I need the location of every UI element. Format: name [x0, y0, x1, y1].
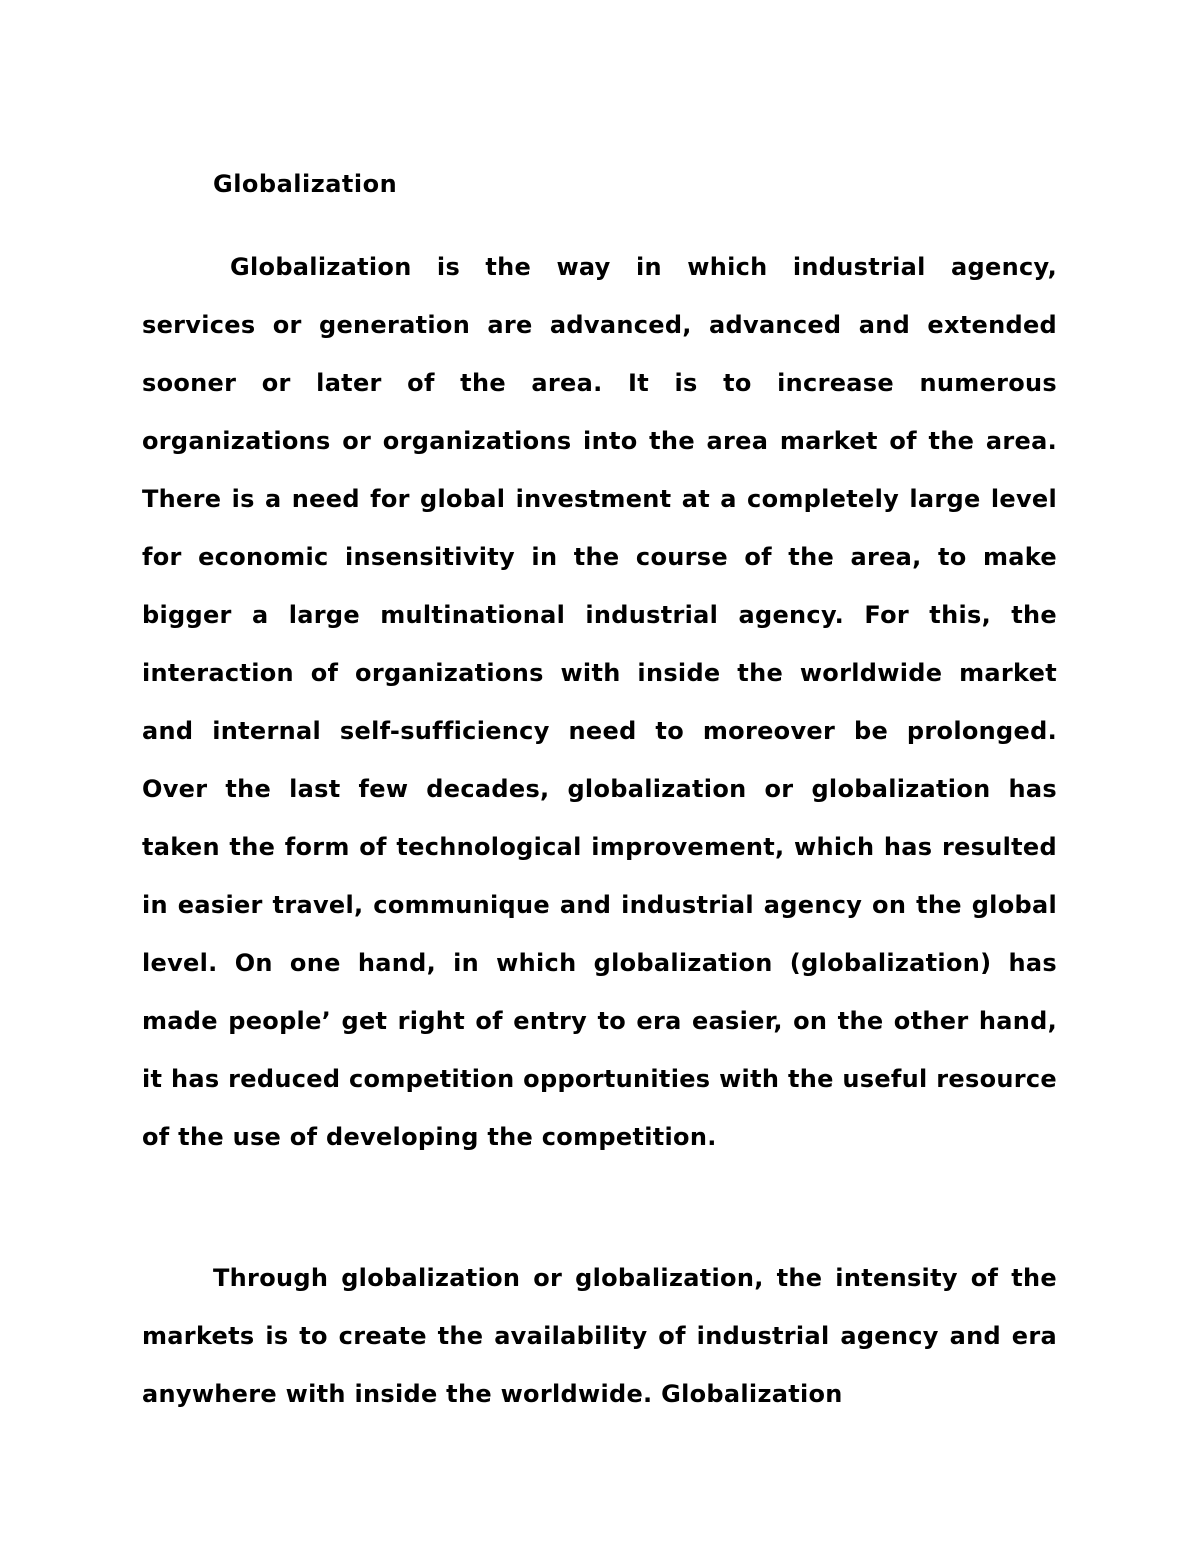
paragraph-2: Through globalization or globalization, the intensity of the markets is to create the availability of industrial agency and era anywhere with inside the worldwide. Globalization	[142, 1264, 1057, 1408]
document-title: Globalization	[213, 170, 398, 198]
paragraph-1: Globalization is the way in which industrial agency, services or generation are advanced, advanced and extended sooner or later of the area. It is to increase numerous organizations or organizations into the area market of the area. There is a need for global investment at a completely large level for economic insensitivity in the course of the area, to make bigger a large multinational industrial agency. For this, the interaction of organizations with inside the worldwide market and internal self-sufficiency need to moreover be prolonged. Over the last few decades, globalization or globalization has taken the form of technological improvement, which has resulted in easier travel, communique and industrial agency on the global level. On one hand, in which globalization (globalization) has made people’ get right of entry to era easier, on the other hand, it has reduced competition opportunities with the useful resource of the use of developing the competition.	[142, 253, 1057, 1151]
